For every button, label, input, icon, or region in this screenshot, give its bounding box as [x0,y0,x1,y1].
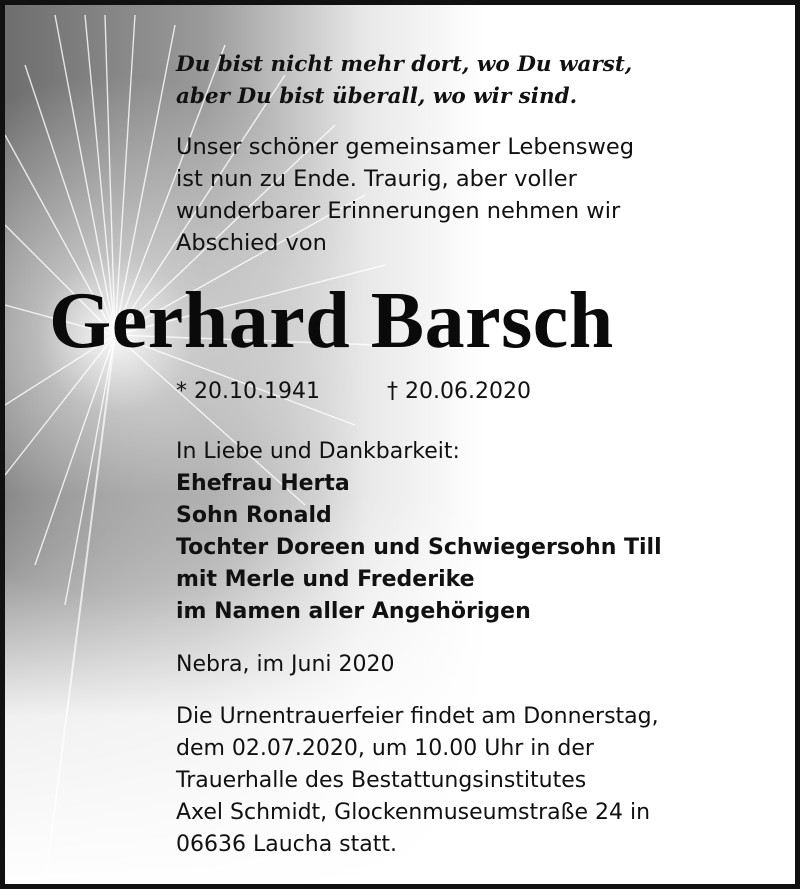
intro-line: ist nun zu Ende. Traurig, aber voller [176,166,577,192]
verse-line: Du bist nicht mehr dort, wo Du warst, [176,52,633,77]
mourner-entry: Ehefrau Herta [176,471,350,496]
memorial-verse [176,49,632,113]
life-dates [176,377,531,407]
mourners-intro: In Liebe und Dankbarkeit: [176,439,460,464]
mourners-block [176,436,662,628]
death-date: † 20.06.2020 [387,379,531,404]
place-and-date: Nebra, im Juni 2020 [176,652,395,677]
funeral-service-info [176,701,659,861]
mourner-entry: Tochter Doreen und Schwiegersohn Till [176,535,662,560]
intro-line: Unser schöner gemeinsamer Lebensweg [176,134,635,160]
service-line: dem 02.07.2020, um 10.00 Uhr in der [176,736,594,761]
service-line: Trauerhalle des Bestattungsinstitutes [176,768,587,793]
verse-line: aber Du bist überall, wo wir sind. [176,84,578,109]
intro-line: Abschied von [176,230,327,256]
service-line: Axel Schmidt, Glockenmuseumstraße 24 in [176,800,651,825]
mourner-entry: mit Merle und Frederike [176,567,475,592]
service-line: Die Urnentrauerfeier findet am Donnerstag, [176,704,659,729]
service-line: 06636 Laucha statt. [176,832,397,857]
mourner-entry: im Namen aller Angehörigen [176,599,531,624]
intro-text [176,131,634,259]
intro-line: wunderbarer Erinnerungen nehmen wir [176,198,621,224]
mourner-entry: Sohn Ronald [176,503,332,528]
deceased-name: Gerhard Barsch [49,277,614,365]
birth-date: * 20.10.1941 [176,379,320,404]
